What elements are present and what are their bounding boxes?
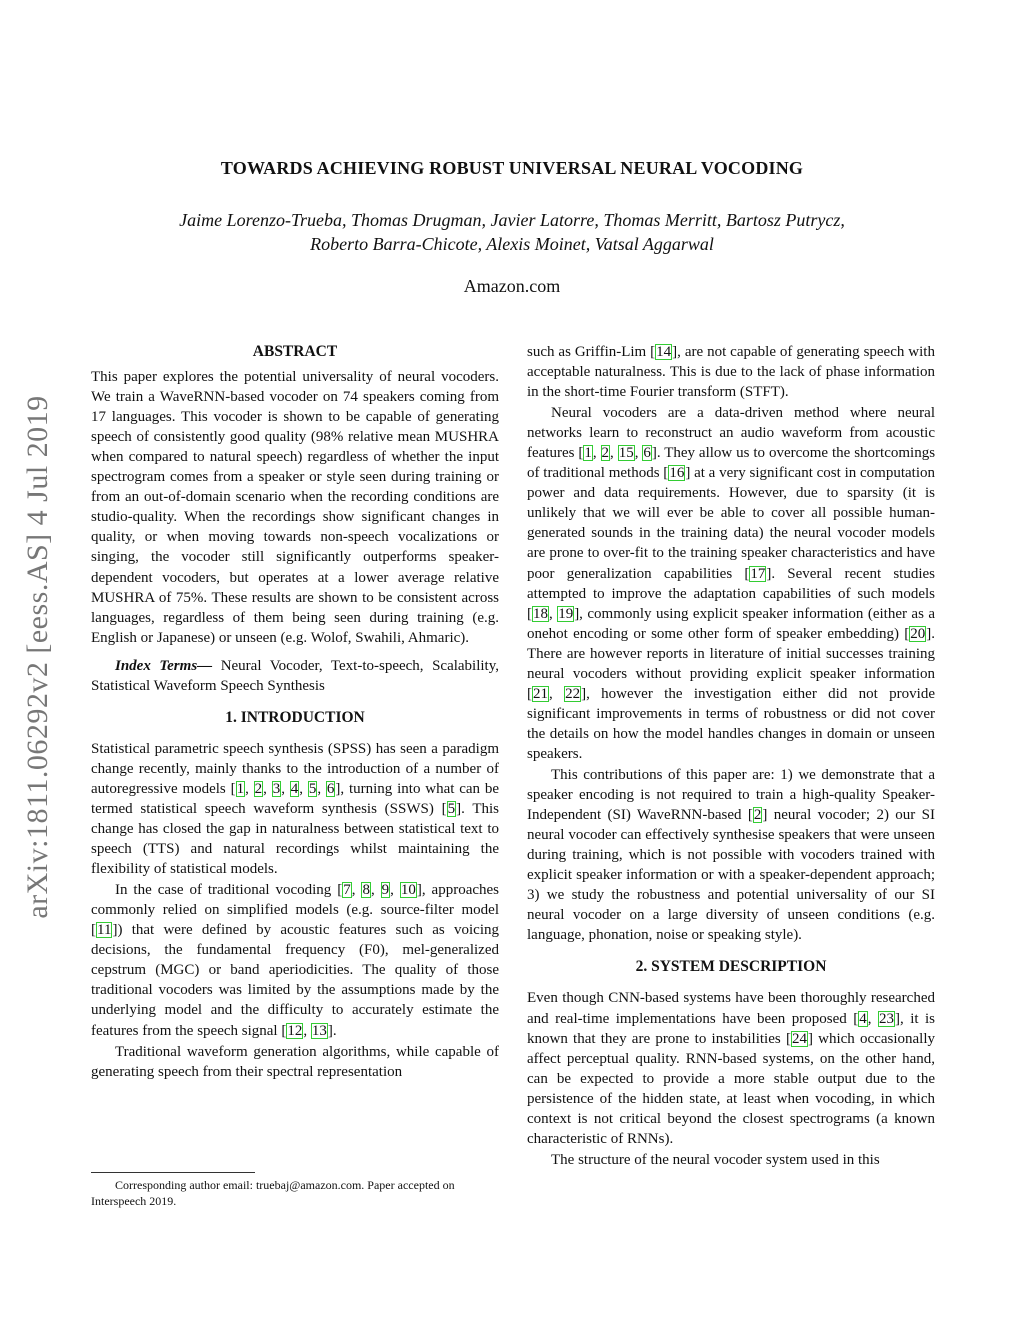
- paper-title: TOWARDS ACHIEVING ROBUST UNIVERSAL NEURAL VOCODING: [220, 158, 804, 178]
- index-terms-label: Index Terms—: [115, 657, 213, 674]
- citation-link[interactable]: 18: [533, 605, 548, 622]
- system-description-heading: 2. SYSTEM DESCRIPTION: [635, 958, 827, 976]
- citation-link[interactable]: 10: [400, 882, 416, 899]
- footnote-rule: [91, 1172, 255, 1173]
- citation-link[interactable]: 22: [565, 685, 581, 702]
- citation-link[interactable]: 8: [362, 882, 370, 899]
- citation-link[interactable]: 2: [254, 780, 263, 797]
- citation-link[interactable]: 24: [791, 1030, 807, 1047]
- citation-link[interactable]: 9: [381, 882, 390, 899]
- author-line-1: Jaime Lorenzo-Trueba, Thomas Drugman, Javier Latorre, Thomas Merritt, Bartosz Putrycz,: [179, 210, 845, 230]
- author-line-2: Roberto Barra-Chicote, Alexis Moinet, Vatsal Aggarwal: [310, 234, 714, 254]
- citation-link[interactable]: 3: [272, 780, 281, 797]
- intro-paragraph-6: This contributions of this paper are: 1) we demonstrate that a speaker encoding is not required to train a high-quality Speaker-Independent (SI) WaveRNN-based [2] neural vocoder; 2) our SI neural vocoder can effectively synthesise speakers that were unseen during training, which is not possible with vocoders trained with explicit speaker information or with a speaker-dependent approach; 3) we study the robustness and potential universality of our SI neural vocoder on a large diversity of unseen conditions (e.g. language, phonation, noise or speaking style).: [527, 766, 936, 944]
- arxiv-identifier-stamp: [22, 367, 54, 947]
- intro-paragraph-2: In the case of traditional vocoding [7, 8, 9, 10], approaches commonly relied on simplified models (e.g. source-filter model [11]) that were defined by acoustic features such as voicing decisions, the fundamental frequency (F0), mel-generalized cepstrum (MGC) or band aperiodicities. The quality of those traditional vocoders was limited by the assumptions made by the underlying model and the difficulty to accurately estimate the features from the speech signal [12, 13].: [91, 882, 500, 1039]
- citation-link[interactable]: 13: [311, 1022, 327, 1039]
- citation-link[interactable]: 1: [236, 780, 245, 797]
- citation-link[interactable]: 14: [656, 344, 672, 360]
- citation-link[interactable]: 2: [753, 807, 762, 824]
- left-column: [91, 342, 499, 1082]
- index-terms: [91, 656, 499, 696]
- citation-link[interactable]: 4: [859, 1010, 867, 1027]
- citation-link[interactable]: 4: [290, 780, 299, 797]
- system-paragraph-1: Even though CNN-based systems have been thoroughly researched and real-time implementations have been proposed [4, 23], it is known that they are prone to instabilities [24] which occasionally affect perceptual quality. RNN-based systems, on the other hand, can be expected to provide a more stable output due to the persistence of the hidden state, at least when vocoding, in which context is not critical beyond the closest spectrograms (a known characteristic of RNNs).: [527, 990, 936, 1147]
- citation-link[interactable]: 6: [326, 780, 335, 797]
- citation-link[interactable]: 23: [878, 1010, 894, 1027]
- citation-link[interactable]: 5: [447, 800, 456, 817]
- citation-link[interactable]: 5: [308, 780, 317, 797]
- affiliation: Amazon.com: [463, 276, 561, 296]
- intro-paragraph-1: Statistical parametric speech synthesis (SPSS) has seen a paradigm change recently, mainly thanks to the introduction of a number of autoregressive models [1, 2, 3, 4, 5, 6], turning into what can be termed statistical speech waveform synthesis (SSWS) [5]. This change has closed the gap in naturalness between statistical text to speech (TTS) and natural recordings whilst maintaining the flexibility of statistical models.: [91, 740, 500, 878]
- introduction-heading: 1. INTRODUCTION: [225, 708, 365, 726]
- intro-paragraph-4: such as Griffin-Lim [14], are not capable of generating speech with acceptable naturalness. This is due to the lack of phase information in the short-time Fourier transform (STFT).: [527, 344, 935, 401]
- citation-link[interactable]: 21: [533, 685, 548, 702]
- citation-link[interactable]: 16: [669, 465, 685, 482]
- intro-paragraph-3: Traditional waveform generation algorithms, while capable of generating speech from their spectral representation: [91, 1043, 499, 1080]
- abstract-text: This paper explores the potential universality of neural vocoders. We train a WaveRNN-based vocoder on 74 speakers coming from 17 languages. This vocoder is shown to be capable of generating speech of consistently good quality (98% relative mean MUSHRA when compared to natural speech) regardless of whether the input spectrogram comes from a speaker or style seen during training or from an out-of-domain scenario when the recording conditions are studio-quality. When the recordings show significant changes in quality, or when moving towards non-speech vocalizations or singing, the vocoder still significantly outperforms speaker-dependent vocoders, but operates at a lower average relative MUSHRA of 75%. These results are shown to be consistent across languages, regardless of them being seen during training (e.g. English or Japanese) or unseen (e.g. Wolof, Swahili, Ahmaric).: [91, 369, 499, 646]
- right-column: [527, 342, 935, 1170]
- citation-link[interactable]: 15: [618, 445, 634, 462]
- abstract-heading: ABSTRACT: [252, 343, 338, 360]
- intro-paragraph-5: Neural vocoders are a data-driven method where neural networks learn to reconstruct an audio waveform from acoustic features [1, 2, 15, 6]. They allow us to overcome the shortcomings of traditional methods [16] at a very significant cost in computation power and data requirements. However, due to sparsity (it is unlikely that we will ever be able to cover all possible human-generated sounds in the training data) the neural vocoder models are prone to over-fit to the training speaker characteristics and have poor generalization capabilities [17]. Several recent studies attempted to improve the adaptation capabilities of such models [18, 19], commonly using explicit speaker information (either as a onehot encoding or some other form of speaker embedding) [20]. There are however reports in literature of initial successes training neural vocoders without providing explicit speaker information [21, 22], however the investigation either did not provide significant improvements in terms of robustness or did not cover the details on how the model handles changes in domain or unseen speakers.: [527, 405, 936, 762]
- index-terms-text: Neural Vocoder, Text-to-speech, Scalability, Statistical Waveform Speech Synthesis: [91, 657, 499, 694]
- arxiv-identifier-text: arXiv:1811.06292v2 [eess.AS] 4 Jul 2019: [21, 395, 54, 919]
- citation-link[interactable]: 6: [643, 445, 651, 462]
- citation-link[interactable]: 20: [910, 625, 926, 642]
- author-list: [0, 208, 1024, 256]
- citation-link[interactable]: 7: [343, 882, 351, 899]
- system-paragraph-2: The structure of the neural vocoder system used in this: [551, 1151, 880, 1168]
- citation-link[interactable]: 1: [584, 445, 592, 462]
- citation-link[interactable]: 11: [97, 922, 112, 939]
- citation-link[interactable]: 17: [750, 565, 766, 582]
- citation-link[interactable]: 2: [601, 445, 610, 462]
- footnote: Corresponding author email: truebaj@amazon.com. Paper accepted on Interspeech 2019.: [91, 1178, 455, 1208]
- citation-link[interactable]: 19: [558, 605, 574, 622]
- citation-link[interactable]: 12: [287, 1022, 303, 1039]
